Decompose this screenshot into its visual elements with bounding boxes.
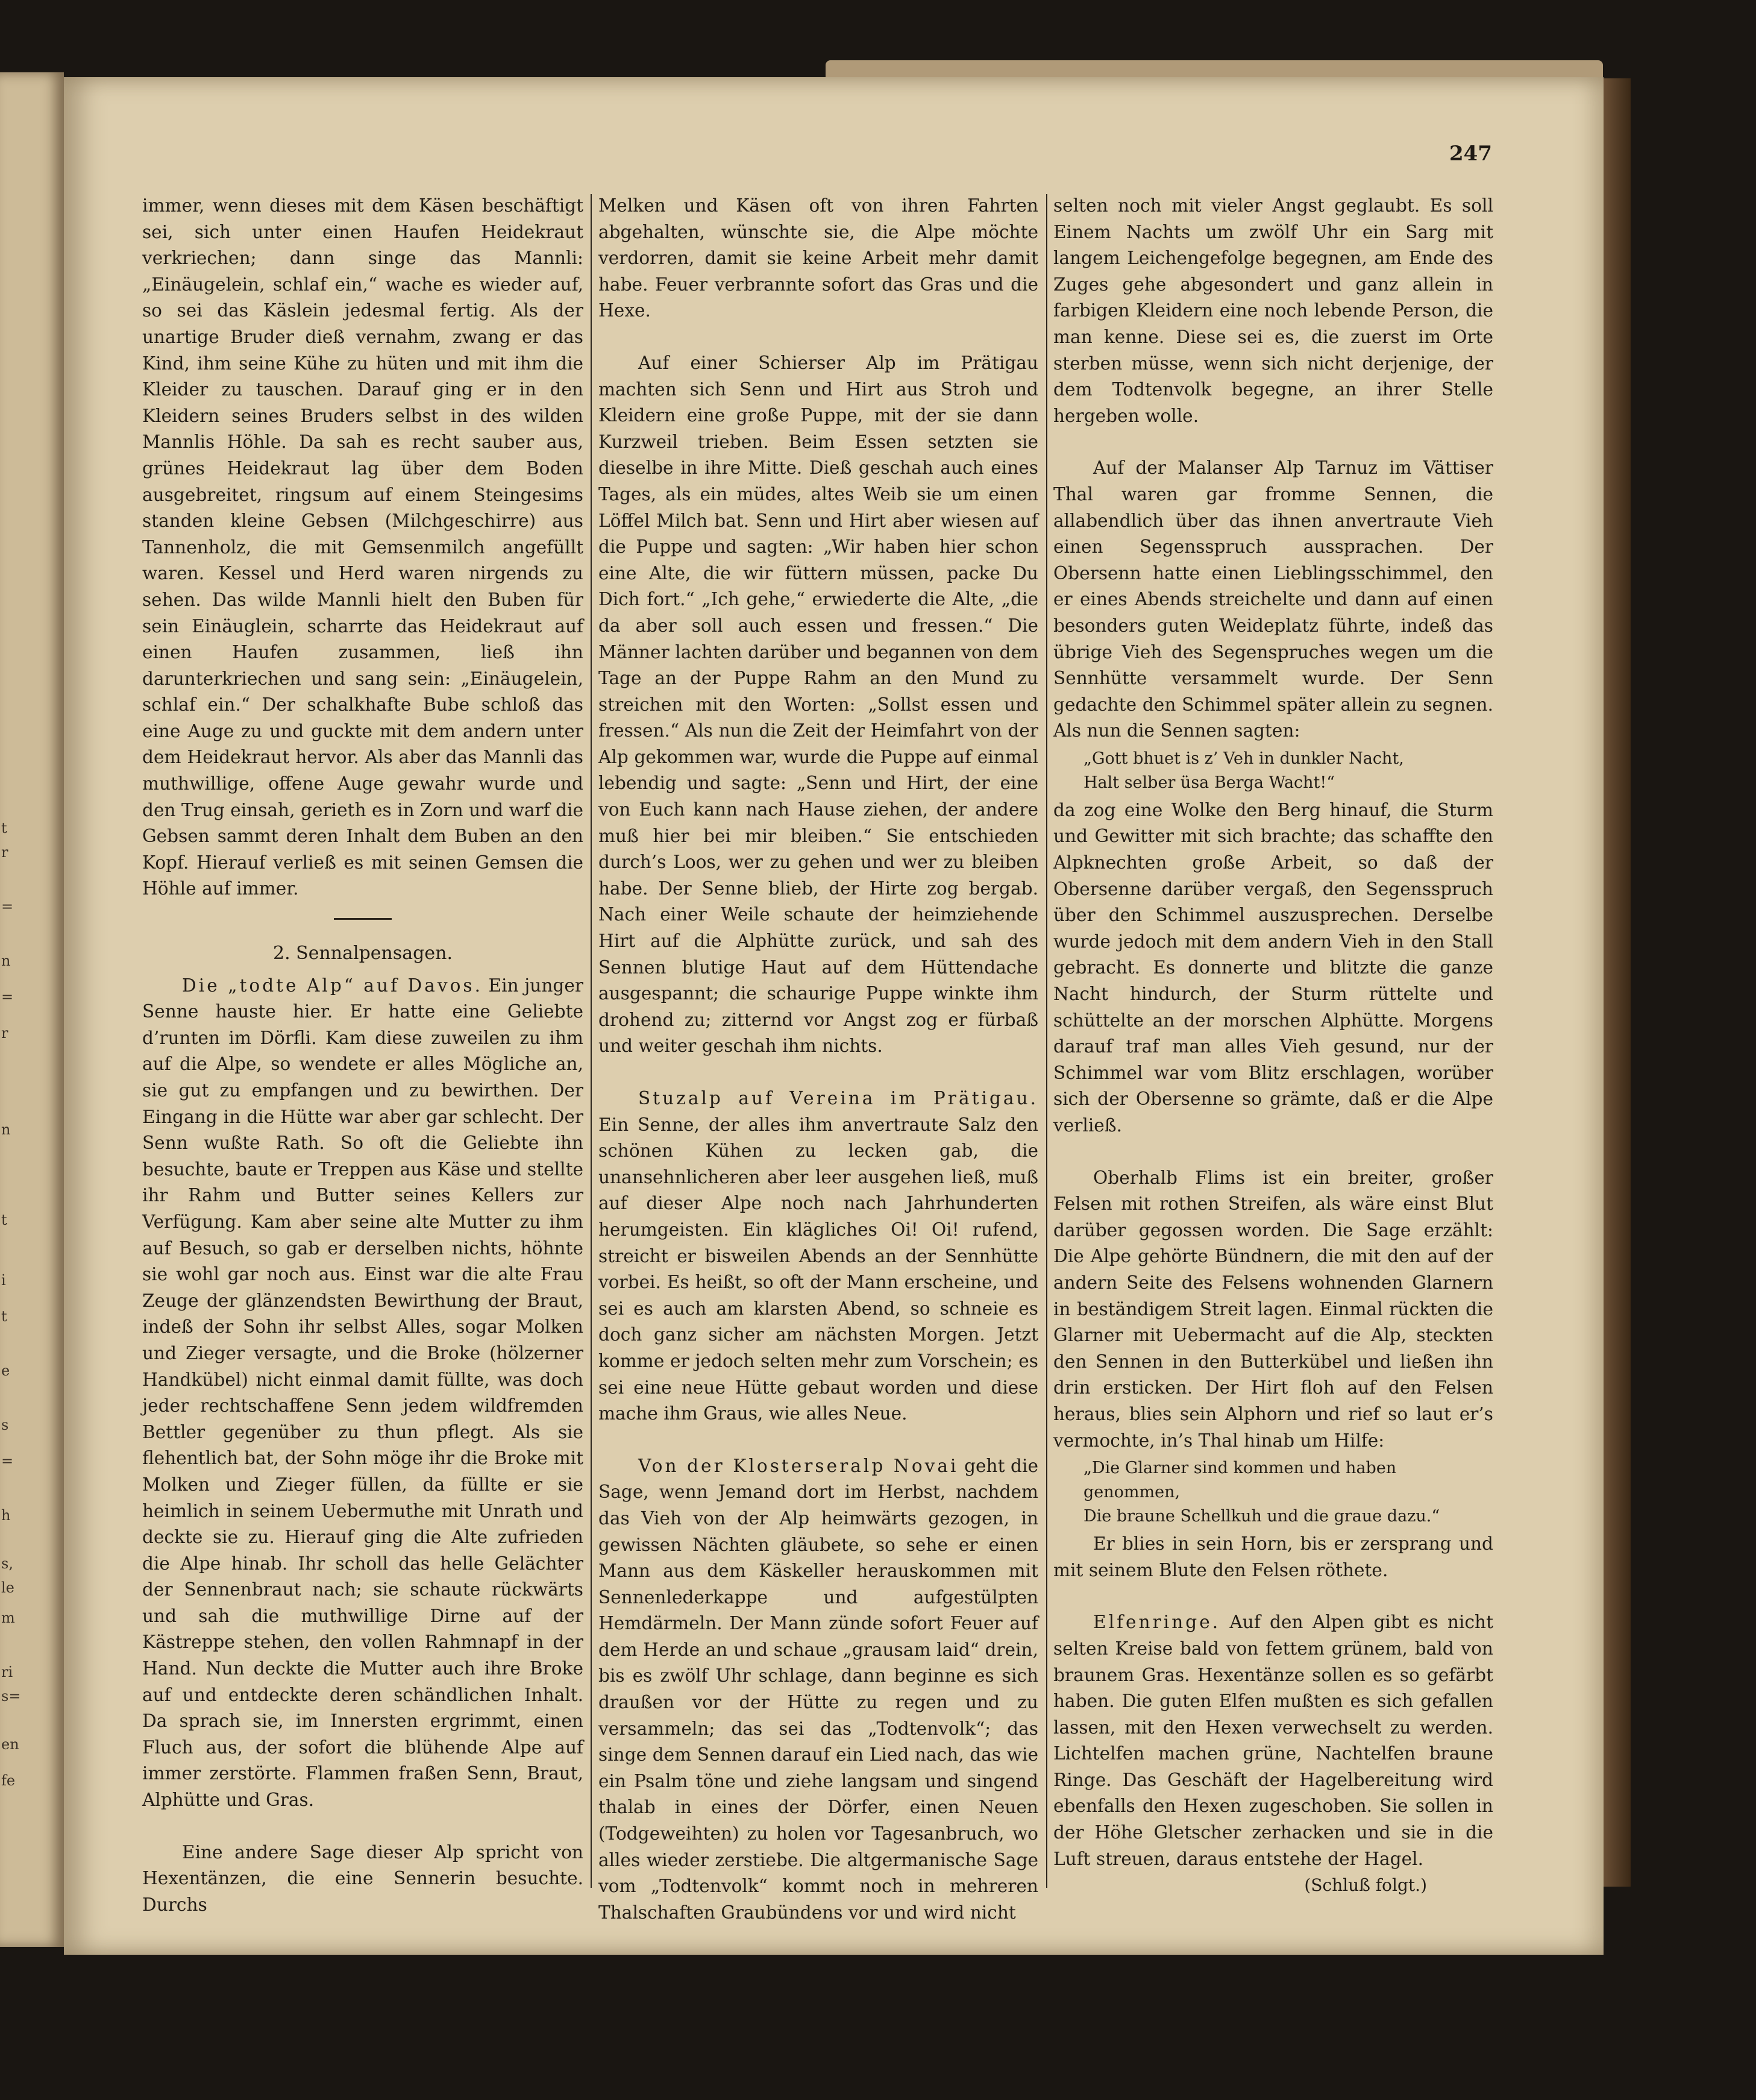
sage-title: Von der Klosterseralp Novai	[638, 1455, 959, 1476]
paragraph-text: Ein junger Senne hauste hier. Er hatte eine Geliebte d’runten im Dörfli. Kam diese zuweilen zu ihm auf die Alpe, so wendete er alles Mögliche an, sie gut zu empfangen und zu bewirthen. Der Eingang in die Hütte war aber gar schlecht. Der Senn wußte Rath. So oft die Geliebte ihn besuchte, baute er Treppen aus Käse und stellte ihr Rahm und Butter seines Kellers zur Verfügung. Kam aber seine alte Mutter zu ihm auf Besuch, so gab er derselben nichts, höhnte sie wohl gar noch aus. Einst war die alte Frau Zeuge der glänzendsten Bewirthung der Braut, indeß der Sohn ihr selbst Alles, sogar Molken und Zieger versagte, und die Broke (hölzerner Handkübel) nicht einmal damit füllte, was doch jeder rechtschaffene Senn jedem wildfremden Bettler gegenüber zu thun pflegt. Als sie flehentlich bat, der Sohn möge ihr die Broke mit Molken und Zieger füllen, da füllte er sie heimlich in seinem Uebermuthe mit Unrath und deckte sie zu. Hierauf ging die Alte zufrieden die Alpe hinab. Ihr scholl das helle Gelächter der Sennenbraut nach; sie schaute rückwärts und sah die muthwillige Dirne auf der Kästreppe stehen, den vollen Rahmnapf in der Hand. Nun deckte die Mutter auch ihre Broke auf und entdeckte deren schändlichen Inhalt. Da sprach sie, im Innersten ergrimmt, einen Fluch aus, der sofort die blühende Alpe auf immer zerstörte. Flammen fraßen Senn, Braut, Alphütte und Gras.	[142, 975, 583, 1811]
paragraph	[1053, 1609, 1493, 1872]
book-spine	[1604, 78, 1631, 1887]
left-page-text-fragment: h	[1, 1507, 11, 1524]
paragraph: Melken und Käsen oft von ihren Fahrten abgehalten, wünschte sie, die Alpe möchte verdorren, damit sie keine Arbeit mehr damit habe. Feuer verbrannte sofort das Gras und die Hexe.	[598, 195, 1038, 321]
sage-title: Elfenringe.	[1093, 1612, 1221, 1633]
left-page-text-fragment: s	[1, 1416, 9, 1433]
paragraph	[598, 1086, 1038, 1427]
verse	[1053, 747, 1493, 795]
left-page-text-fragment: i	[1, 1272, 6, 1289]
spacer	[1053, 429, 1493, 455]
paragraph: Auf einer Schierser Alp im Prätigau machten sich Senn und Hirt aus Stroh und Kleidern eine große Puppe, mit der sie dann Kurzweil trieben. Beim Essen setzten sie dieselbe in ihre Mitte. Dieß geschah auch eines Tages, als ein müdes, altes Weib sie um einen Löffel Milch bat. Senn und Hirt aber wiesen auf die Puppe und sagten: „Wir haben hier schon eine Alte, die wir füttern müssen, packe Du Dich fort.“ „Ich gehe,“ erwiederte die Alte, „die da aber soll auch essen und fressen.“ Die Männer lachten darüber und begannen von dem Tage an der Puppe Rahm an den Mund zu streichen mit den Worten: „Sollst essen und fressen.“ Als nun die Zeit der Heimfahrt von der Alp gekommen war, wurde die Puppe auf einmal lebendig und sagte: „Senn und Hirt, der eine von Euch kann nach Hause ziehen, der andere muß hier bei mir bleiben.“ Sie entschieden durch’s Loos, wer zu gehen und wer zu bleiben habe. Der Senne blieb, der Hirte zog bergab. Nach einer Weile schaute der heimziehende Hirt auf die Alphütte zurück, und sah des Sennen blutige Haut auf dem Hüttendache ausgespannt; die schaurige Puppe winkte ihm drohend zu; zitternd vor Angst zog er fürbaß und weiter geschah ihm nichts.	[598, 352, 1038, 1057]
paragraph: Auf der Malanser Alp Tarnuz im Vättiser Thal waren gar fromme Sennen, die allabendlich über das ihnen anvertraute Vieh einen Segensspruch aussprachen. Der Obersenn hatte einen Lieblingsschimmel, den er eines Abends streichelte und dann auf einen besonders guten Weideplatz führte, indeß das übrige Vieh des Segenspruches wegen um die Sennhütte versammelt wurde. Der Senn gedachte den Schimmel später allein zu segnen. Als nun die Sennen sagten:	[1053, 457, 1493, 741]
section-separator	[334, 918, 392, 920]
spacer	[598, 324, 1038, 350]
left-page-text-fragment: n	[1, 1121, 11, 1138]
left-page-text-fragment: le	[1, 1579, 14, 1596]
section-title: 2. Sennalpensagen.	[273, 943, 453, 964]
left-page-text-fragment: fe	[1, 1772, 16, 1789]
left-page-text-fragment: t	[1, 1212, 7, 1228]
paragraph	[598, 1453, 1038, 1926]
verse-line: Die braune Schellkuh und die graue dazu.“	[1083, 1507, 1440, 1526]
left-page-text-fragment: r	[1, 844, 8, 861]
column-2	[598, 193, 1038, 1926]
spacer	[598, 1427, 1038, 1453]
left-page-text-fragment: t	[1, 1308, 7, 1325]
left-page-text-fragment: en	[1, 1736, 19, 1753]
paragraph: da zog eine Wolke den Berg hinauf, die Sturm und Gewitter mit sich brachte; das schaffte den Alpknechten große Arbeit, so daß der Obersenne darüber vergaß, den Segensspruch über den Schimmel auszusprechen. Derselbe wurde jedoch mit dem andern Vieh in den Stall gebracht. Es donnerte und blitzte die ganze Nacht hindurch, der Sturm rüttelte und schüttelte an der morschen Alphütte. Morgens darauf traf man alles Vieh gesund, nur der Schimmel war vom Blitz erschlagen, worüber sich der Obersenne so grämte, daß er die Alpe verließ.	[1053, 799, 1493, 1136]
column-divider	[591, 194, 592, 1888]
paragraph: Oberhalb Flims ist ein breiter, großer Felsen mit rothen Streifen, als wäre einst Blut darüber gegossen worden. Die Sage erzählt: Die Alpe gehörte Bündnern, die mit den auf der andern Seite des Felsens wohnenden Glarnern in beständigem Streit lagen. Einmal rückten die Glarner mit Uebermacht auf die Alp, steckten den Sennen in den Butterkübel und ließen ihn drin ersticken. Der Hirt floh auf den Felsen heraus, blies sein Alphorn und rief so laut er’s vermochte, in’s Thal hinab um Hilfe:	[1053, 1167, 1493, 1451]
left-page-text-fragment: s=	[1, 1688, 21, 1705]
sage-title: Die „todte Alp“ auf Davos.	[182, 975, 483, 996]
left-page-text-fragment: =	[1, 989, 14, 1005]
left-page-text-fragment: ri	[1, 1664, 13, 1680]
paragraph-text: Auf den Alpen gibt es nicht selten Kreise bald von fettem grünem, bald von braunem Gras. Hexentänze sollen es so gefärbt haben. Die guten Elfen mußten es sich gefallen lassen, mit den Hexen verwechselt zu werden. Lichtelfen machen grüne, Nachtelfen braune Ringe. Das Geschäft der Hagelbereitung wird ebenfalls den Hexen zugeschoben. Sie sollen in der Höhe Gletscher zerhacken und sie in die Luft streuen, daraus entstehe der Hagel.	[1053, 1612, 1493, 1869]
left-page-text-fragment: m	[1, 1609, 15, 1626]
left-page-text-fragment: =	[1, 898, 14, 915]
paragraph-text: Ein Senne, der alles ihm anvertraute Salz den schönen Kühen zu lecken gab, die unansehnlicheren aber leer ausgehen ließ, muß auf dieser Alpe noch nach Jahrhunderten herumgeisten. Ein klägliches Oi! Oi! rufend, streicht er bisweilen Abends an der Sennhütte vorbei. Es heißt, so oft der Mann erscheine, und sei es auch am klarsten Abend, so schneie es doch ganz sicher am nächsten Morgen. Jetzt komme er jedoch selten mehr zum Vorschein; es sei eine neue Hütte gebaut worden und diese mache ihm Graus, wie alles Neue.	[598, 1114, 1038, 1424]
column-divider	[1046, 194, 1047, 1888]
page-number: 247	[1449, 142, 1492, 166]
paragraph: selten noch mit vieler Angst geglaubt. Es soll Einem Nachts um zwölf Uhr ein Sarg mit langem Leichengefolge begegnen, am Ende des Zuges gehe abgesondert und ganz allein in farbigen Kleidern eine noch lebende Person, die man kenne. Diese sei es, die zuerst im Orte sterben müsse, wenn sich nicht derjenige, der dem Todtenvolk begegne, an ihrer Stelle hergeben wolle.	[1053, 195, 1493, 426]
spacer	[1053, 1583, 1493, 1609]
paragraph-text: geht die Sage, wenn Jemand dort im Herbst, nachdem das Vieh von der Alp heimwärts gezogen, in gewissen Nächten gläubete, so sehe er einen Mann aus dem Käskeller herauskommen mit Sennenlederkappe und aufgestülpten Hemdärmeln. Der Mann zünde sofort Feuer auf dem Herde an und schaue „grausam laid“ drein, bis es zwölf Uhr schlage, dann beginne es sich draußen vor der Hütte zu regen und zu versammeln; das sei das „Todtenvolk“; das singe dem Sennen darauf ein Lied nach, das wie ein Psalm töne und ziehe langsam und singend thalab in eines der Dörfer, einen Neuen (Todgeweihten) zu holen vor Tagesanbruch, wo alles wieder zerstiebe. Die altgermanische Sage vom „Todtenvolk“ kommt noch in mehreren Thalschaften Graubündens vor und wird nicht	[598, 1455, 1038, 1923]
paragraph: immer, wenn dieses mit dem Käsen beschäftigt sei, sich unter einen Haufen Heidekraut verkriechen; dann singe das Mannli: „Einäugelein, schlaf ein,“ wache es wieder auf, so sei das Käslein jedesmal fertig. Als der unartige Bruder dieß vernahm, zwang er das Kind, ihm seine Kühe zu hüten und mit ihm die Kleider zu tauschen. Darauf ging er in den Kleidern seines Bruders selbst in des wilden Mannlis Höhle. Da sah es recht sauber aus, grünes Heidekraut lag über dem Boden ausgebreitet, ringsum auf einem Steingesims standen kleine Gebsen (Milchgeschirre) aus Tannenholz, die mit Gemsenmilch angefüllt waren. Kessel und Herd waren nirgends zu sehen. Das wilde Mannli hielt den Buben für sein Einäuglein, scharrte das Heidekraut auf einen Haufen zusammen, ließ ihn darunterkriechen und sang sein: „Einäugelein, schlaf ein.“ Der schalkhafte Bube schloß das eine Auge zu und guckte mit dem andern unter dem Heidekraut hervor. Als aber das Mannli das muthwillige, offene Auge gewahr wurde und den Trug einsah, gerieth es in Zorn und warf die Gebsen sammt deren Inhalt dem Buben an den Kopf. Hierauf verließ es mit seinen Gemsen die Höhle auf immer.	[142, 195, 583, 899]
left-page-text-fragment: e	[1, 1362, 10, 1379]
left-page-text-fragment: =	[1, 1453, 14, 1470]
spacer	[142, 1814, 583, 1840]
verse	[1053, 1456, 1493, 1529]
spacer	[1053, 1139, 1493, 1165]
left-page-text-fragment: n	[1, 952, 11, 969]
spacer	[598, 1060, 1038, 1086]
left-page-text-fragment: r	[1, 1025, 8, 1042]
column-1	[142, 193, 583, 1918]
paragraph: Eine andere Sage dieser Alp spricht von Hexentänzen, die eine Sennerin besuchte. Durchs	[142, 1841, 583, 1915]
verse-line: „Gott bhuet is z’ Veh in dunkler Nacht,	[1083, 749, 1404, 768]
sage-title: Stuzalp auf Vereina im Prätigau.	[638, 1088, 1038, 1108]
column-3	[1053, 193, 1493, 1899]
closing-note: (Schluß folgt.)	[1304, 1875, 1427, 1896]
verse-line: Halt selber üsa Berga Wacht!“	[1083, 773, 1335, 792]
verse-line: „Die Glarner sind kommen und haben genommen,	[1083, 1459, 1397, 1502]
paragraph: Er blies in sein Horn, bis er zersprang und mit seinem Blute den Felsen röthete.	[1053, 1533, 1493, 1580]
left-page-text-fragment: t	[1, 820, 7, 837]
paragraph	[142, 973, 583, 1814]
left-page-edge	[0, 72, 64, 1947]
left-page-text-fragment: s,	[1, 1555, 13, 1572]
